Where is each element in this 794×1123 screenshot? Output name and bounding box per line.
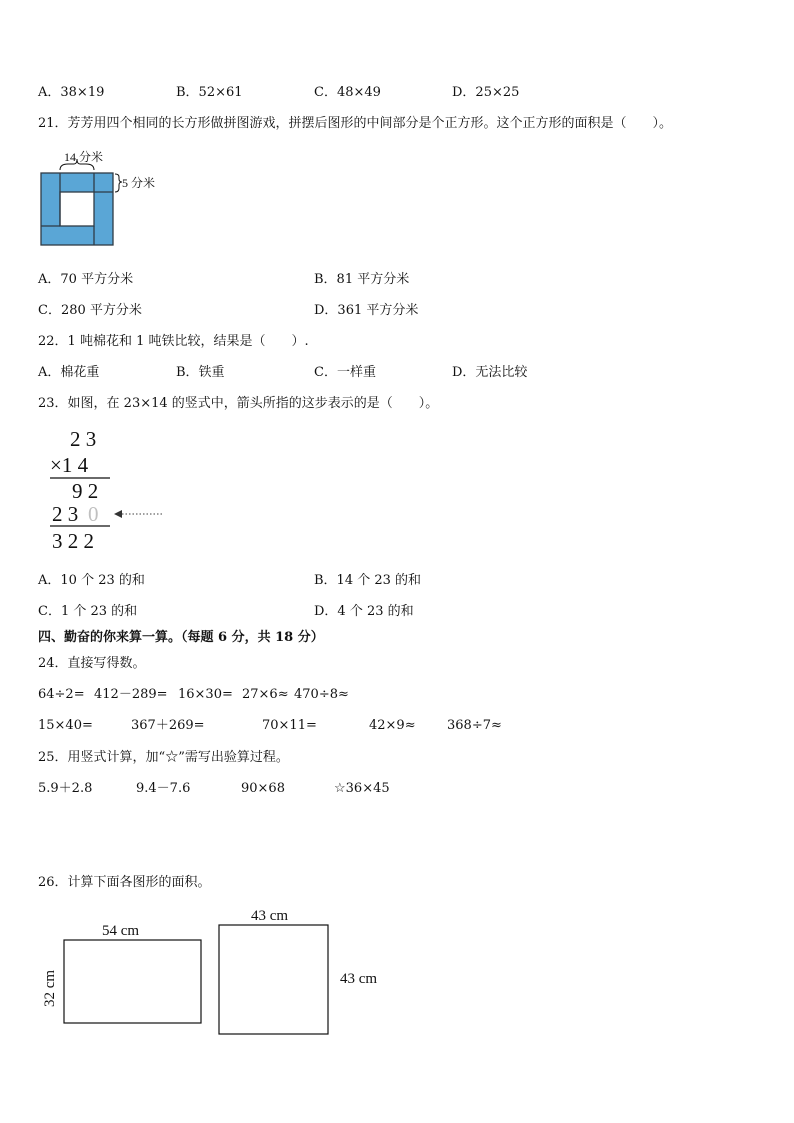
q20-option-b: B．52×61 bbox=[176, 85, 243, 100]
q21-height-label: 5 分米 bbox=[122, 176, 156, 190]
q21-stem: 21．芳芳用四个相同的长方形做拼图游戏，拼摆后图形的中间部分是个正方形。这个正方形的面积是（ ）。 bbox=[38, 116, 673, 131]
q24-item: 412－289= bbox=[94, 687, 168, 702]
q26-figures bbox=[36, 900, 396, 1040]
q21-inner-square bbox=[60, 192, 94, 226]
q21-option-a: A．70 平方分米 bbox=[38, 272, 134, 287]
q21-figure bbox=[38, 146, 178, 250]
q26-square-side-label: 43 cm bbox=[340, 971, 378, 987]
q22-stem: 22．1 吨棉花和 1 吨铁比较，结果是（ ）. bbox=[38, 334, 309, 349]
q26-rect-height-label: 32 cm bbox=[42, 969, 58, 1007]
q24-item: 368÷7≈ bbox=[447, 718, 502, 733]
q22-option-a: A．棉花重 bbox=[38, 365, 100, 380]
section-4-title: 四、勤奋的你来算一算。（每题 6 分，共 18 分） bbox=[38, 630, 324, 645]
q24-item: 27×6≈ bbox=[242, 687, 289, 702]
q21-option-b: B．81 平方分米 bbox=[314, 272, 410, 287]
q21-option-c: C．280 平方分米 bbox=[38, 303, 142, 318]
q23-vertical-calculation bbox=[44, 426, 174, 554]
q25-item: 90×68 bbox=[241, 781, 285, 796]
q23-arrow-head-icon bbox=[114, 510, 122, 518]
q24-item: 15×40= bbox=[38, 718, 93, 733]
q22-option-d: D．无法比较 bbox=[452, 365, 528, 380]
q23-option-d: D．4 个 23 的和 bbox=[314, 604, 414, 619]
q24-item: 64÷2= bbox=[38, 687, 85, 702]
q21-option-d: D．361 平方分米 bbox=[314, 303, 419, 318]
q20-option-a: A．38×19 bbox=[38, 85, 105, 100]
q26-stem: 26．计算下面各图形的面积。 bbox=[38, 875, 211, 890]
q24-stem: 24．直接写得数。 bbox=[38, 656, 146, 671]
q22-option-c: C．一样重 bbox=[314, 365, 376, 380]
q24-item: 42×9≈ bbox=[369, 718, 416, 733]
q23-partial-2: 2 3 bbox=[52, 502, 79, 526]
q20-option-c: C．48×49 bbox=[314, 85, 381, 100]
q23-stem: 23．如图，在 23×14 的竖式中，箭头所指的这步表示的是（ ）。 bbox=[38, 396, 439, 411]
q23-partial-1: 9 2 bbox=[72, 479, 99, 503]
q23-top-number: 2 3 bbox=[70, 427, 97, 451]
q24-item: 367＋269= bbox=[131, 718, 205, 733]
q26-rectangle bbox=[64, 940, 201, 1023]
q23-option-c: C．1 个 23 的和 bbox=[38, 604, 138, 619]
q20-option-d: D．25×25 bbox=[452, 85, 520, 100]
q25-item: ☆36×45 bbox=[334, 781, 390, 796]
q25-stem: 25．用竖式计算，加“☆”需写出验算过程。 bbox=[38, 750, 289, 765]
q25-item: 5.9＋2.8 bbox=[38, 781, 93, 796]
q21-width-label: 14 分米 bbox=[64, 150, 104, 164]
q25-item: 9.4－7.6 bbox=[136, 781, 191, 796]
q23-result: 3 2 2 bbox=[52, 529, 94, 553]
q23-option-b: B．14 个 23 的和 bbox=[314, 573, 422, 588]
q26-rect-width-label: 54 cm bbox=[102, 923, 140, 939]
q23-multiplier: ×1 4 bbox=[50, 453, 89, 477]
q24-item: 16×30= bbox=[178, 687, 233, 702]
q26-square-top-label: 43 cm bbox=[251, 908, 289, 924]
q26-square bbox=[219, 925, 328, 1034]
q23-placeholder-zero: 0 bbox=[88, 502, 99, 526]
q22-option-b: B．铁重 bbox=[176, 365, 225, 380]
q24-item: 470÷8≈ bbox=[294, 687, 349, 702]
q24-item: 70×11= bbox=[262, 718, 317, 733]
q23-option-a: A．10 个 23 的和 bbox=[38, 573, 145, 588]
